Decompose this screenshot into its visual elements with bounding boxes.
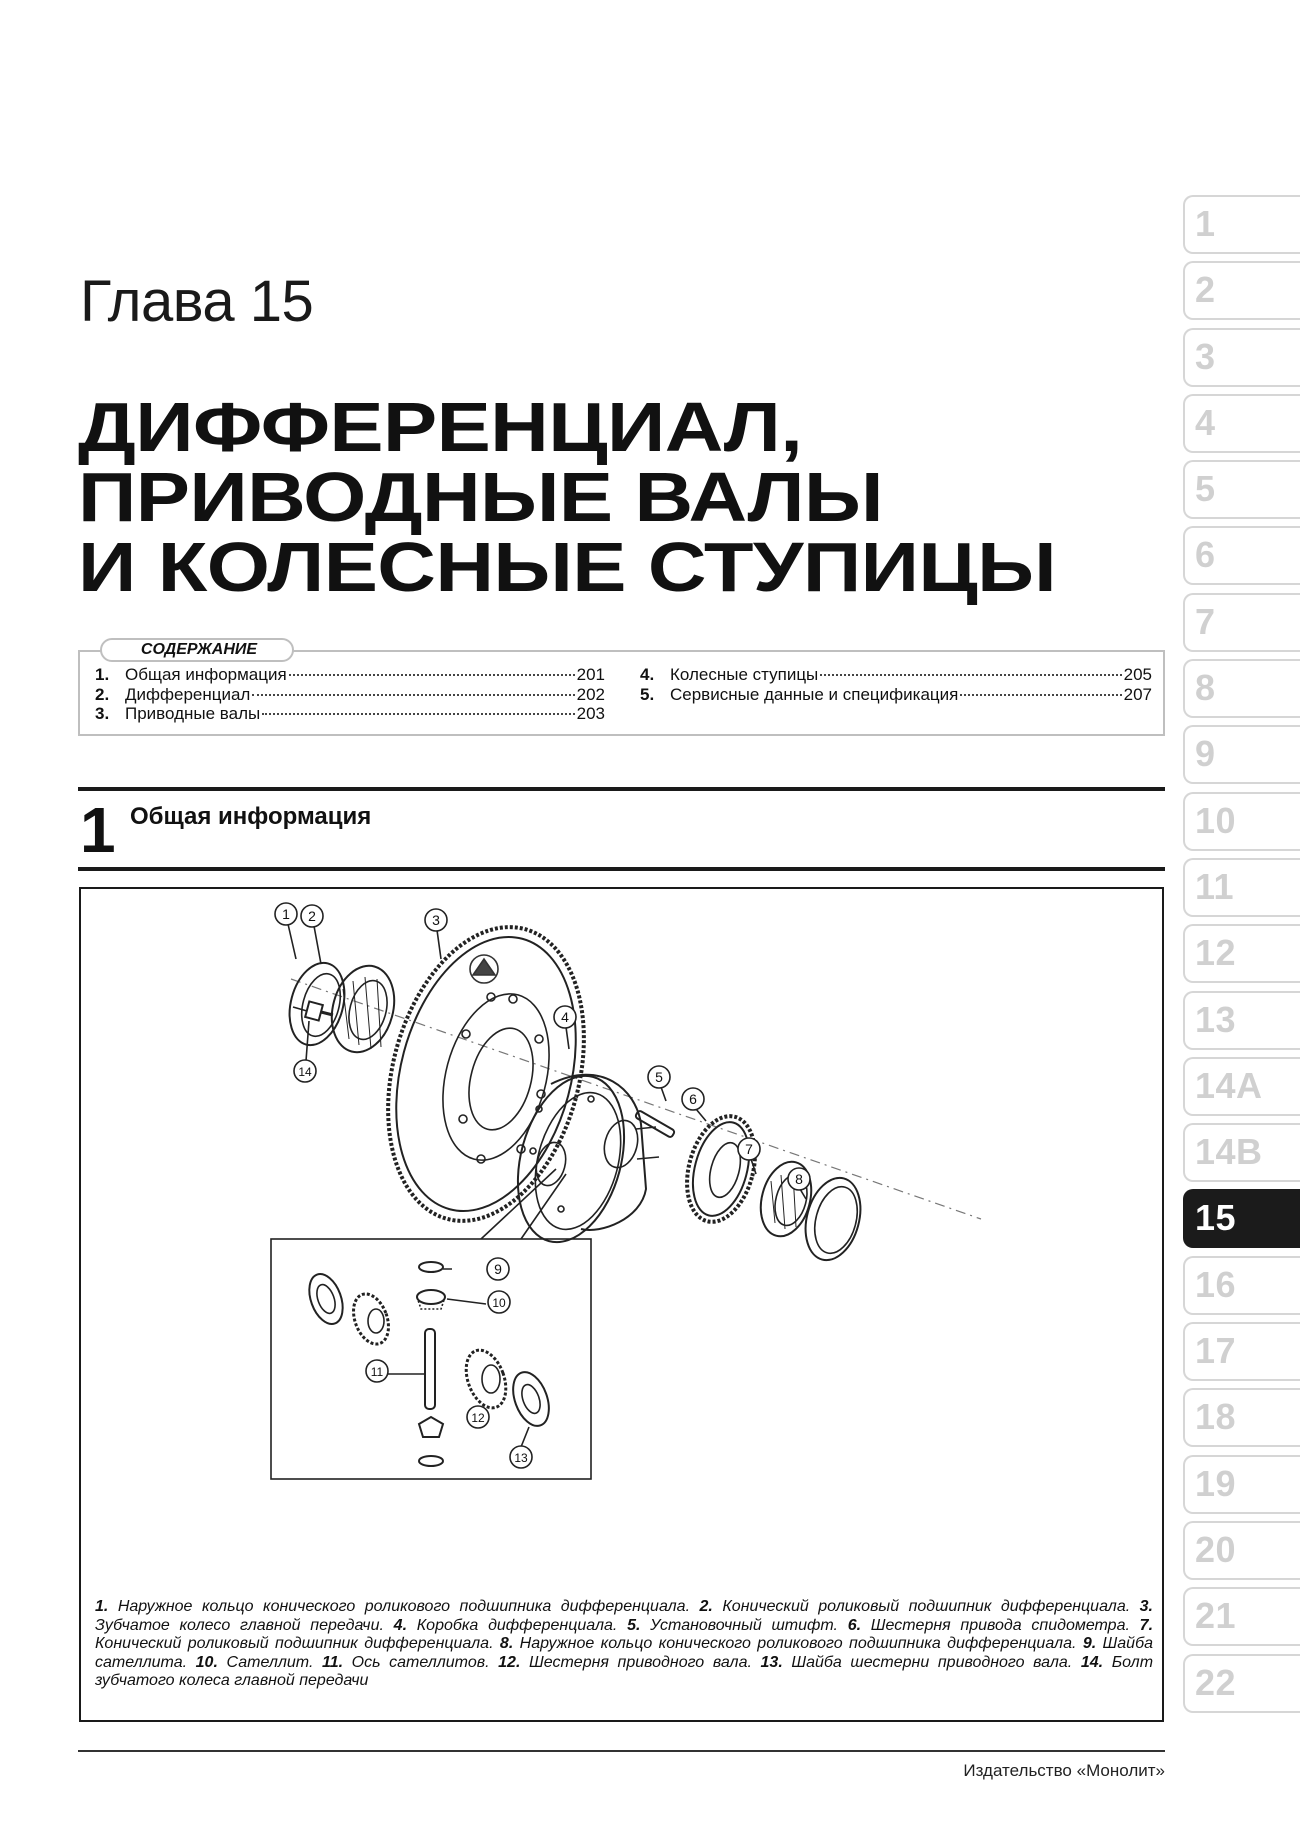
chapter-tab-label: 2	[1195, 269, 1216, 311]
drive-shaft-gear-12	[459, 1345, 513, 1414]
chapter-tab-label: 16	[1195, 1263, 1237, 1305]
caption-item-text: Шайба сателлита.	[95, 1635, 1153, 1671]
figure-caption	[95, 1598, 1153, 1691]
callout-11	[366, 1360, 388, 1382]
callout-label: 2	[308, 908, 316, 924]
toc-item-number: 1.	[95, 665, 110, 684]
chapter-tab-17[interactable]	[1183, 1322, 1300, 1381]
callout-14	[294, 1060, 316, 1082]
chapter-tab-6[interactable]	[1183, 526, 1300, 585]
footer-rule	[78, 1750, 1165, 1752]
caption-item-number: 13.	[760, 1653, 783, 1671]
caption-item-text: Шайба шестерни приводного вала.	[782, 1653, 1081, 1671]
tapered-roller-bearing-7	[753, 1156, 819, 1242]
chapter-tab-label: 9	[1195, 733, 1216, 775]
chapter-tab-label: 15	[1195, 1197, 1237, 1239]
callout-3	[425, 909, 447, 931]
caption-item-text: Шестерня приводного вала.	[520, 1653, 761, 1671]
pinion-washer-lower	[419, 1456, 443, 1466]
callout-label: 13	[514, 1451, 528, 1465]
toc-leader-dots	[252, 694, 574, 696]
callout-label: 8	[795, 1171, 803, 1187]
chapter-tab-8[interactable]	[1183, 659, 1300, 718]
chapter-tab-label: 14B	[1195, 1131, 1263, 1173]
callout-label: 6	[689, 1091, 697, 1107]
toc-item-number: 2.	[95, 684, 110, 704]
toc-item-page: 202	[576, 684, 605, 704]
toc-column-left	[95, 665, 605, 724]
caption-item-text: Наружное кольцо конического роликового подшипника дифференциала.	[513, 1635, 1083, 1653]
toc-header: СОДЕРЖАНИЕ	[100, 638, 294, 662]
drive-gear-washer-13	[506, 1367, 555, 1431]
ring-gear-bolt-14	[293, 1001, 333, 1020]
caption-item-number: 7.	[1139, 1616, 1154, 1634]
caption-item-number: 6.	[847, 1616, 862, 1634]
chapter-tab-9[interactable]	[1183, 725, 1300, 784]
axis-line	[291, 979, 981, 1219]
chapter-tab-label: 17	[1195, 1330, 1237, 1372]
callout-label: 12	[471, 1411, 485, 1425]
chapter-tab-strip	[1183, 195, 1300, 1720]
section-title: Общая информация	[130, 803, 372, 830]
caption-item-number: 9.	[1082, 1635, 1097, 1653]
caption-item-text: Ось сателлитов.	[343, 1653, 499, 1671]
caption-item-number: 10.	[195, 1653, 218, 1671]
chapter-tab-label: 8	[1195, 667, 1216, 709]
caption-item-number: 5.	[627, 1616, 641, 1634]
chapter-tab-2[interactable]	[1183, 261, 1300, 320]
chapter-tab-18[interactable]	[1183, 1388, 1300, 1447]
chapter-title-line-2: ПРИВОДНЫЕ ВАЛЫ	[78, 458, 883, 536]
publisher-watermark-icon	[470, 955, 498, 983]
toc-item[interactable]	[640, 685, 1152, 705]
toc-item-title: Дифференциал	[125, 684, 251, 704]
chapter-tab-label: 19	[1195, 1462, 1237, 1504]
chapter-tab-label: 10	[1195, 799, 1237, 841]
toc-item-number: 4.	[640, 665, 655, 684]
chapter-tab-label: 21	[1195, 1595, 1237, 1637]
toc-item-page: 203	[576, 704, 605, 723]
caption-item-number: 1.	[95, 1598, 109, 1615]
callout-8	[788, 1168, 810, 1190]
chapter-tab-19[interactable]	[1183, 1455, 1300, 1514]
chapter-tab-16[interactable]	[1183, 1256, 1300, 1315]
chapter-tab-22[interactable]	[1183, 1654, 1300, 1713]
callout-label: 10	[492, 1296, 506, 1310]
toc-item-number: 3.	[95, 704, 110, 723]
toc-leader-dots	[289, 674, 575, 676]
speedometer-drive-gear-6	[676, 1109, 766, 1230]
caption-item-number: 11.	[322, 1653, 344, 1671]
chapter-tab-label: 3	[1195, 335, 1216, 377]
toc-item[interactable]	[640, 665, 1152, 685]
chapter-title	[78, 388, 1057, 606]
chapter-tab-label: 1	[1195, 203, 1216, 244]
chapter-tab-10[interactable]	[1183, 792, 1300, 851]
caption-item-text: Зубчатое колесо главной передачи.	[95, 1616, 394, 1634]
chapter-tab-label: 14A	[1195, 1064, 1263, 1106]
callout-2	[301, 905, 323, 927]
pinion-washer-9	[419, 1262, 443, 1272]
caption-item-text: Шестерня привода спидометра.	[861, 1616, 1140, 1634]
caption-item-text: Коробка дифференциала.	[407, 1616, 628, 1634]
caption-item-number: 4.	[393, 1616, 408, 1634]
caption-item-number: 2.	[699, 1598, 713, 1615]
chapter-tab-label: 12	[1195, 932, 1237, 974]
chapter-tab-label: 22	[1195, 1661, 1237, 1703]
toc-leader-dots	[960, 694, 1121, 696]
tapered-roller-bearing-2	[323, 959, 404, 1060]
toc-item[interactable]	[95, 685, 605, 705]
caption-item-text: Наружное кольцо конического роликового подшипника дифференциала.	[108, 1598, 700, 1615]
chapter-tab-label: 6	[1195, 534, 1216, 576]
callout-label: 3	[432, 912, 440, 928]
callout-12	[467, 1406, 489, 1428]
callout-label: 9	[494, 1261, 502, 1277]
toc-item-title: Сервисные данные и спецификация	[670, 684, 959, 704]
toc-item-page: 205	[1123, 665, 1152, 684]
caption-item-text: Болт зубчатого колеса главной передачи	[95, 1653, 1154, 1690]
caption-item-number: 3.	[1139, 1598, 1153, 1615]
pinion-shaft-11	[425, 1329, 435, 1409]
callout-4	[554, 1006, 576, 1028]
callout-label: 4	[561, 1009, 569, 1025]
chapter-title-line-3: И КОЛЕСНЫЕ СТУПИЦЫ	[78, 528, 1057, 606]
toc-item-title: Приводные валы	[125, 704, 261, 723]
chapter-tab-1[interactable]	[1183, 195, 1300, 254]
callout-label: 1	[282, 906, 290, 922]
callout-6	[682, 1088, 704, 1110]
differential-exploded-diagram	[81, 889, 1162, 1589]
toc-item-title: Колесные ступицы	[670, 665, 819, 684]
callout-9	[487, 1258, 509, 1280]
chapter-tab-15[interactable]	[1183, 1189, 1300, 1248]
callout-10	[488, 1291, 510, 1313]
section-number: 1	[80, 794, 116, 866]
pinion-lower	[419, 1417, 443, 1437]
inset-side-gear	[347, 1289, 395, 1349]
callout-13	[510, 1446, 532, 1468]
toc-item-page: 201	[576, 665, 605, 684]
differential-case-4	[501, 1064, 659, 1254]
chapter-title-line-1: ДИФФЕРЕНЦИАЛ,	[78, 388, 803, 466]
chapter-tab-12[interactable]	[1183, 924, 1300, 983]
caption-item-number: 14.	[1080, 1653, 1104, 1671]
toc-item-title: Общая информация	[125, 665, 287, 684]
toc-item-number: 5.	[640, 684, 655, 704]
section-top-rule	[78, 787, 1165, 791]
chapter-tab-5[interactable]	[1183, 460, 1300, 519]
chapter-tab-7[interactable]	[1183, 593, 1300, 652]
chapter-tab-label: 5	[1195, 468, 1216, 510]
chapter-tab-14a[interactable]	[1183, 1057, 1300, 1116]
publisher-name: Издательство «Монолит»	[963, 1761, 1165, 1780]
chapter-tab-21[interactable]	[1183, 1587, 1300, 1646]
callout-label: 14	[298, 1065, 312, 1079]
chapter-label: Глава 15	[80, 269, 314, 334]
chapter-tab-label: 20	[1195, 1528, 1237, 1570]
chapter-tab-3[interactable]	[1183, 328, 1300, 387]
toc-leader-dots	[820, 674, 1121, 676]
callout-label: 5	[655, 1069, 663, 1085]
caption-item-number: 8.	[499, 1635, 514, 1653]
callout-1	[275, 903, 297, 925]
caption-item-text: Конический роликовый подшипник дифференциала.	[95, 1635, 500, 1653]
chapter-tab-label: 7	[1195, 600, 1216, 642]
caption-item-number: 12.	[498, 1653, 521, 1671]
pinion-gear-10	[417, 1290, 445, 1309]
caption-item-text: Конический роликовый подшипник дифференциала.	[712, 1598, 1140, 1615]
caption-item-text: Сателлит.	[217, 1653, 322, 1671]
toc-leader-dots	[262, 713, 574, 715]
callout-label: 7	[745, 1141, 753, 1157]
inset-side-gear-washer	[303, 1269, 349, 1328]
chapter-tab-20[interactable]	[1183, 1521, 1300, 1580]
chapter-tab-label: 11	[1195, 865, 1235, 907]
chapter-tab-label: 13	[1195, 998, 1237, 1040]
callout-7	[738, 1138, 760, 1160]
caption-item-text: Установочный штифт.	[640, 1616, 848, 1634]
toc-item[interactable]	[95, 665, 605, 685]
callout-label: 11	[370, 1365, 384, 1379]
callout-layer	[275, 903, 810, 1468]
toc-item-page: 207	[1123, 684, 1152, 704]
toc-column-right	[640, 665, 1152, 704]
section-bottom-rule	[78, 867, 1165, 871]
chapter-tab-11[interactable]	[1183, 858, 1300, 917]
toc-item[interactable]	[95, 704, 605, 724]
callout-5	[648, 1066, 670, 1088]
chapter-tab-4[interactable]	[1183, 394, 1300, 453]
chapter-tab-13[interactable]	[1183, 991, 1300, 1050]
chapter-tab-14b[interactable]	[1183, 1123, 1300, 1182]
chapter-tab-label: 18	[1195, 1396, 1237, 1438]
chapter-tab-label: 4	[1195, 401, 1216, 443]
